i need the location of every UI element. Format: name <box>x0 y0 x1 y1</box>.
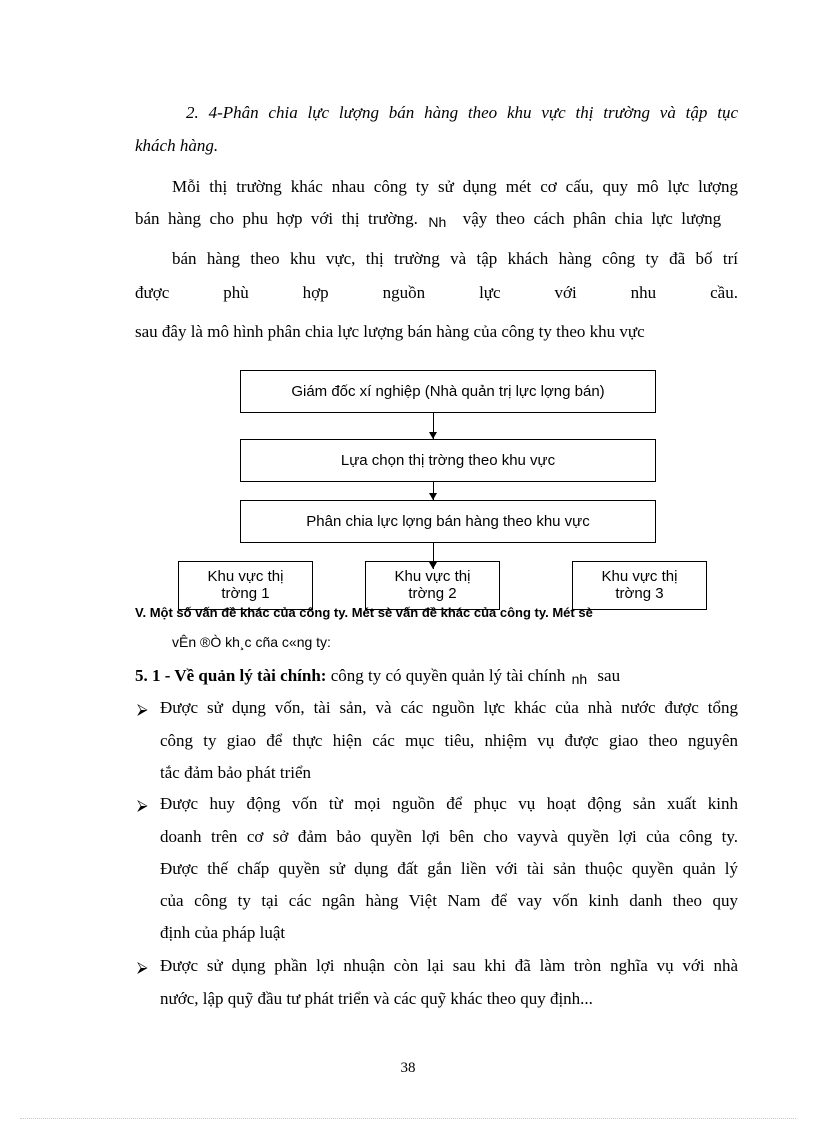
page-number: 38 <box>400 1060 416 1076</box>
word: nguồn <box>382 283 426 302</box>
word: được <box>135 283 170 302</box>
bullet1-line1: Được sử dụng vốn, tài sản, và các nguồn lực khác của nhà nước được tổng <box>160 698 738 717</box>
word: hợp <box>302 283 329 302</box>
bullet2-line4: của công ty tại các ngân hàng Việt Nam để vay vốn kinh danh theo quy <box>160 891 738 910</box>
paragraph-line4 <box>135 283 738 303</box>
section-heading-line2: khách hàng. <box>135 136 219 155</box>
bullet2-line1: Được huy động vốn từ mọi nguồn để phục vụ hoạt động sản xuất kinh <box>160 794 738 813</box>
paragraph-line1: Mỗi thị trường khác nhau công ty sử dụng mét cơ cấu, quy mô lực lượng <box>172 177 738 196</box>
word: phù <box>223 283 249 302</box>
region-label-line2: trờng 2 <box>408 585 457 602</box>
word: với <box>554 283 577 302</box>
arrowhead-bullet-icon: ⮚ <box>137 796 148 814</box>
paragraph-line2-b: vậy theo cách phân chia lực lượng <box>462 209 722 228</box>
region-label-line1: Khu vực thị <box>394 568 471 585</box>
region-box-3 <box>572 561 707 610</box>
word: lực <box>479 283 501 302</box>
region-box-1 <box>178 561 313 610</box>
paragraph-line5: sau đây là mô hình phân chia lực lượng bán hàng của công ty theo khu vực <box>135 322 645 341</box>
arrowhead-bullet-icon: ⮚ <box>137 958 148 976</box>
section-v-line2: vÊn ®Ò kh¸c cña c«ng ty: <box>172 634 331 650</box>
diagram-box-sales-division: Phân chia lực lợng bán hàng theo khu vực <box>240 500 656 543</box>
paragraph-line2-a: bán hàng cho phu hợp với thị trường. <box>135 209 418 228</box>
bullet1-line2: công ty giao để thực hiện các mục tiêu, nhiệm vụ được giao theo nguyên <box>160 731 738 750</box>
section-5-1 <box>135 666 620 686</box>
paragraph-line2-small: Nh <box>428 214 447 230</box>
word: nhu <box>630 283 657 302</box>
paragraph-line3: bán hàng theo khu vực, thị trường và tập khách hàng công ty đã bố trí <box>172 249 738 268</box>
section-5-1-label: 5. 1 - Về quản lý tài chính: <box>135 666 327 685</box>
region-box-2 <box>365 561 500 610</box>
bullet3-line1: Được sử dụng phần lợi nhuận còn lại sau khi đã làm tròn nghĩa vụ với nhà <box>160 956 738 975</box>
arrowhead-bullet-icon: ⮚ <box>137 700 148 718</box>
region-label-line1: Khu vực thị <box>207 568 284 585</box>
bullet1-line3: tắc đảm bảo phát triển <box>160 763 312 782</box>
section-5-1-text-b: sau <box>597 666 621 685</box>
word: cầu. <box>710 283 738 302</box>
bullet2-line2: doanh trên cơ sở đảm bảo quyền lợi bên cho vayvà quyền lợi của công ty. <box>160 827 738 846</box>
region-label-line2: trờng 3 <box>615 585 664 602</box>
region-label-line1: Khu vực thị <box>601 568 678 585</box>
region-label-line2: trờng 1 <box>221 585 270 602</box>
section-5-1-text-a: công ty có quyền quản lý tài chính <box>330 666 566 685</box>
diagram-box-director: Giám đốc xí nghiệp (Nhà quản trị lực lợng bán) <box>240 370 656 413</box>
section-heading-line1: 2. 4-Phân chia lực lượng bán hàng theo khu vực thị trường và tập tục <box>186 103 738 122</box>
page-border-rule <box>20 1118 796 1119</box>
diagram-box-market-selection: Lựa chọn thị trờng theo khu vực <box>240 439 656 482</box>
section-v-line1: V. Một số vấn đề khác của công ty. Mét sè vấn đề khác của công ty. Mét sè <box>135 605 593 620</box>
arrow-down-icon <box>429 432 437 439</box>
paragraph-line2 <box>135 209 738 229</box>
bullet2-line5: định của pháp luật <box>160 923 286 942</box>
bullet3-line2: nước, lập quỹ đầu tư phát triển và các quỹ khác theo quy định... <box>160 989 593 1008</box>
section-5-1-text-small: nh <box>571 671 588 687</box>
bullet2-line3: Được thế chấp quyền sử dụng đất gắn liền với tài sản thuộc quyền quản lý <box>160 859 738 878</box>
arrow-down-icon <box>429 493 437 500</box>
